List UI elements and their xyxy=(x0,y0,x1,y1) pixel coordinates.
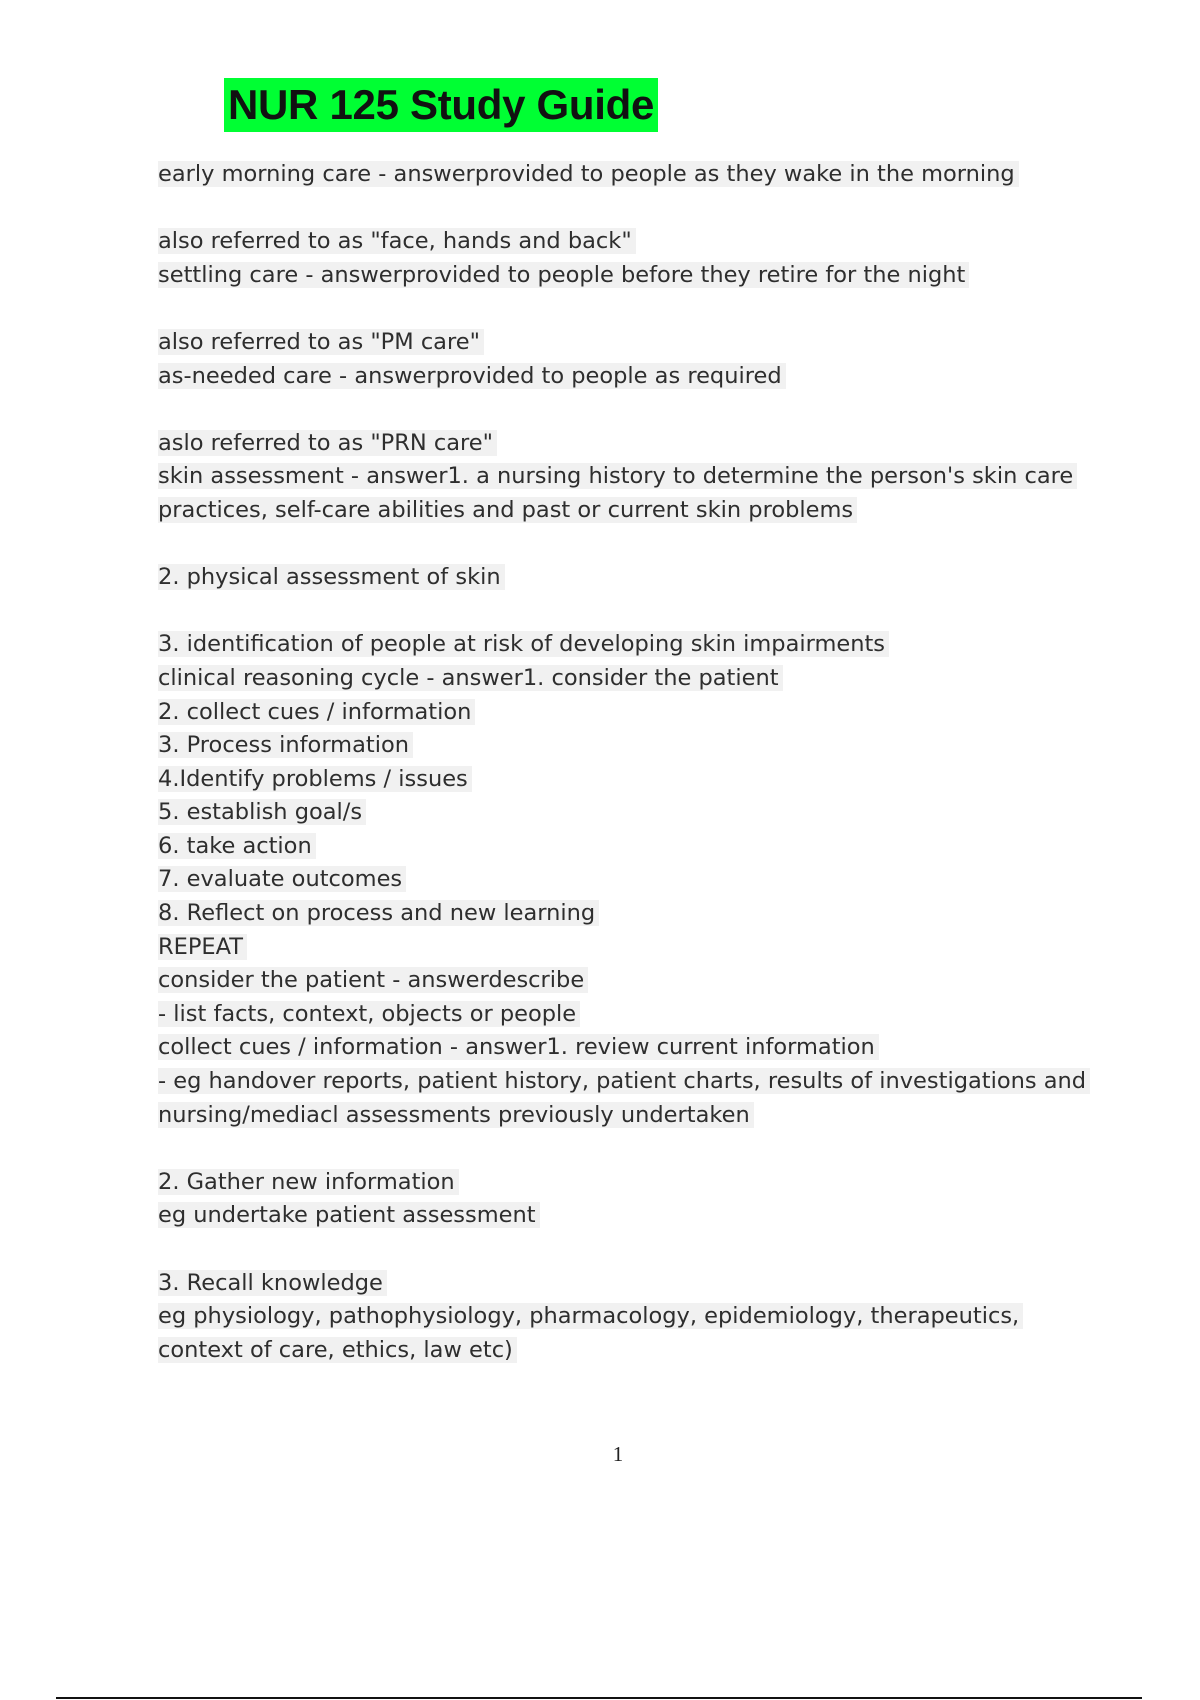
text-line: collect cues / information - answer1. review current information xyxy=(158,1031,1088,1065)
text-line: settling care - answerprovided to people before they retire for the night xyxy=(158,259,1088,293)
text-line: 3. identification of people at risk of developing skin impairments xyxy=(158,628,1088,662)
text-line: 2. physical assessment of skin xyxy=(158,561,1088,595)
text-line: 3. Process information xyxy=(158,729,1088,763)
blank-line xyxy=(158,1233,1088,1267)
text-line: 5. establish goal/s xyxy=(158,796,1088,830)
blank-line xyxy=(158,292,1088,326)
text-line: early morning care - answerprovided to people as they wake in the morning xyxy=(158,158,1088,192)
text-line: 4.Identify problems / issues xyxy=(158,763,1088,797)
text-line: practices, self-care abilities and past or current skin problems xyxy=(158,494,1088,528)
page-title: NUR 125 Study Guide xyxy=(224,78,658,132)
study-guide-body xyxy=(158,158,1088,1367)
text-line: consider the patient - answerdescribe xyxy=(158,964,1088,998)
text-line: eg undertake patient assessment xyxy=(158,1199,1088,1233)
page-number: 1 xyxy=(612,1442,624,1466)
text-line: clinical reasoning cycle - answer1. consider the patient xyxy=(158,662,1088,696)
text-line: nursing/mediacl assessments previously undertaken xyxy=(158,1099,1088,1133)
text-line: 3. Recall knowledge xyxy=(158,1267,1088,1301)
blank-line xyxy=(158,192,1088,226)
blank-line xyxy=(158,393,1088,427)
text-line: - eg handover reports, patient history, patient charts, results of investigations and xyxy=(158,1065,1088,1099)
text-line: as-needed care - answerprovided to people as required xyxy=(158,360,1088,394)
text-line: context of care, ethics, law etc) xyxy=(158,1334,1088,1368)
text-line: aslo referred to as "PRN care" xyxy=(158,427,1088,461)
text-line: 2. Gather new information xyxy=(158,1166,1088,1200)
blank-line xyxy=(158,1132,1088,1166)
text-line: skin assessment - answer1. a nursing history to determine the person's skin care xyxy=(158,460,1088,494)
text-line: 6. take action xyxy=(158,830,1088,864)
text-line: eg physiology, pathophysiology, pharmacology, epidemiology, therapeutics, xyxy=(158,1300,1088,1334)
text-line: also referred to as "face, hands and back" xyxy=(158,225,1088,259)
text-line: - list facts, context, objects or people xyxy=(158,998,1088,1032)
text-line: REPEAT xyxy=(158,931,1088,965)
text-line: also referred to as "PM care" xyxy=(158,326,1088,360)
bottom-divider xyxy=(56,1697,1142,1699)
text-line: 2. collect cues / information xyxy=(158,696,1088,730)
blank-line xyxy=(158,595,1088,629)
text-line: 8. Reflect on process and new learning xyxy=(158,897,1088,931)
text-line: 7. evaluate outcomes xyxy=(158,863,1088,897)
blank-line xyxy=(158,528,1088,562)
